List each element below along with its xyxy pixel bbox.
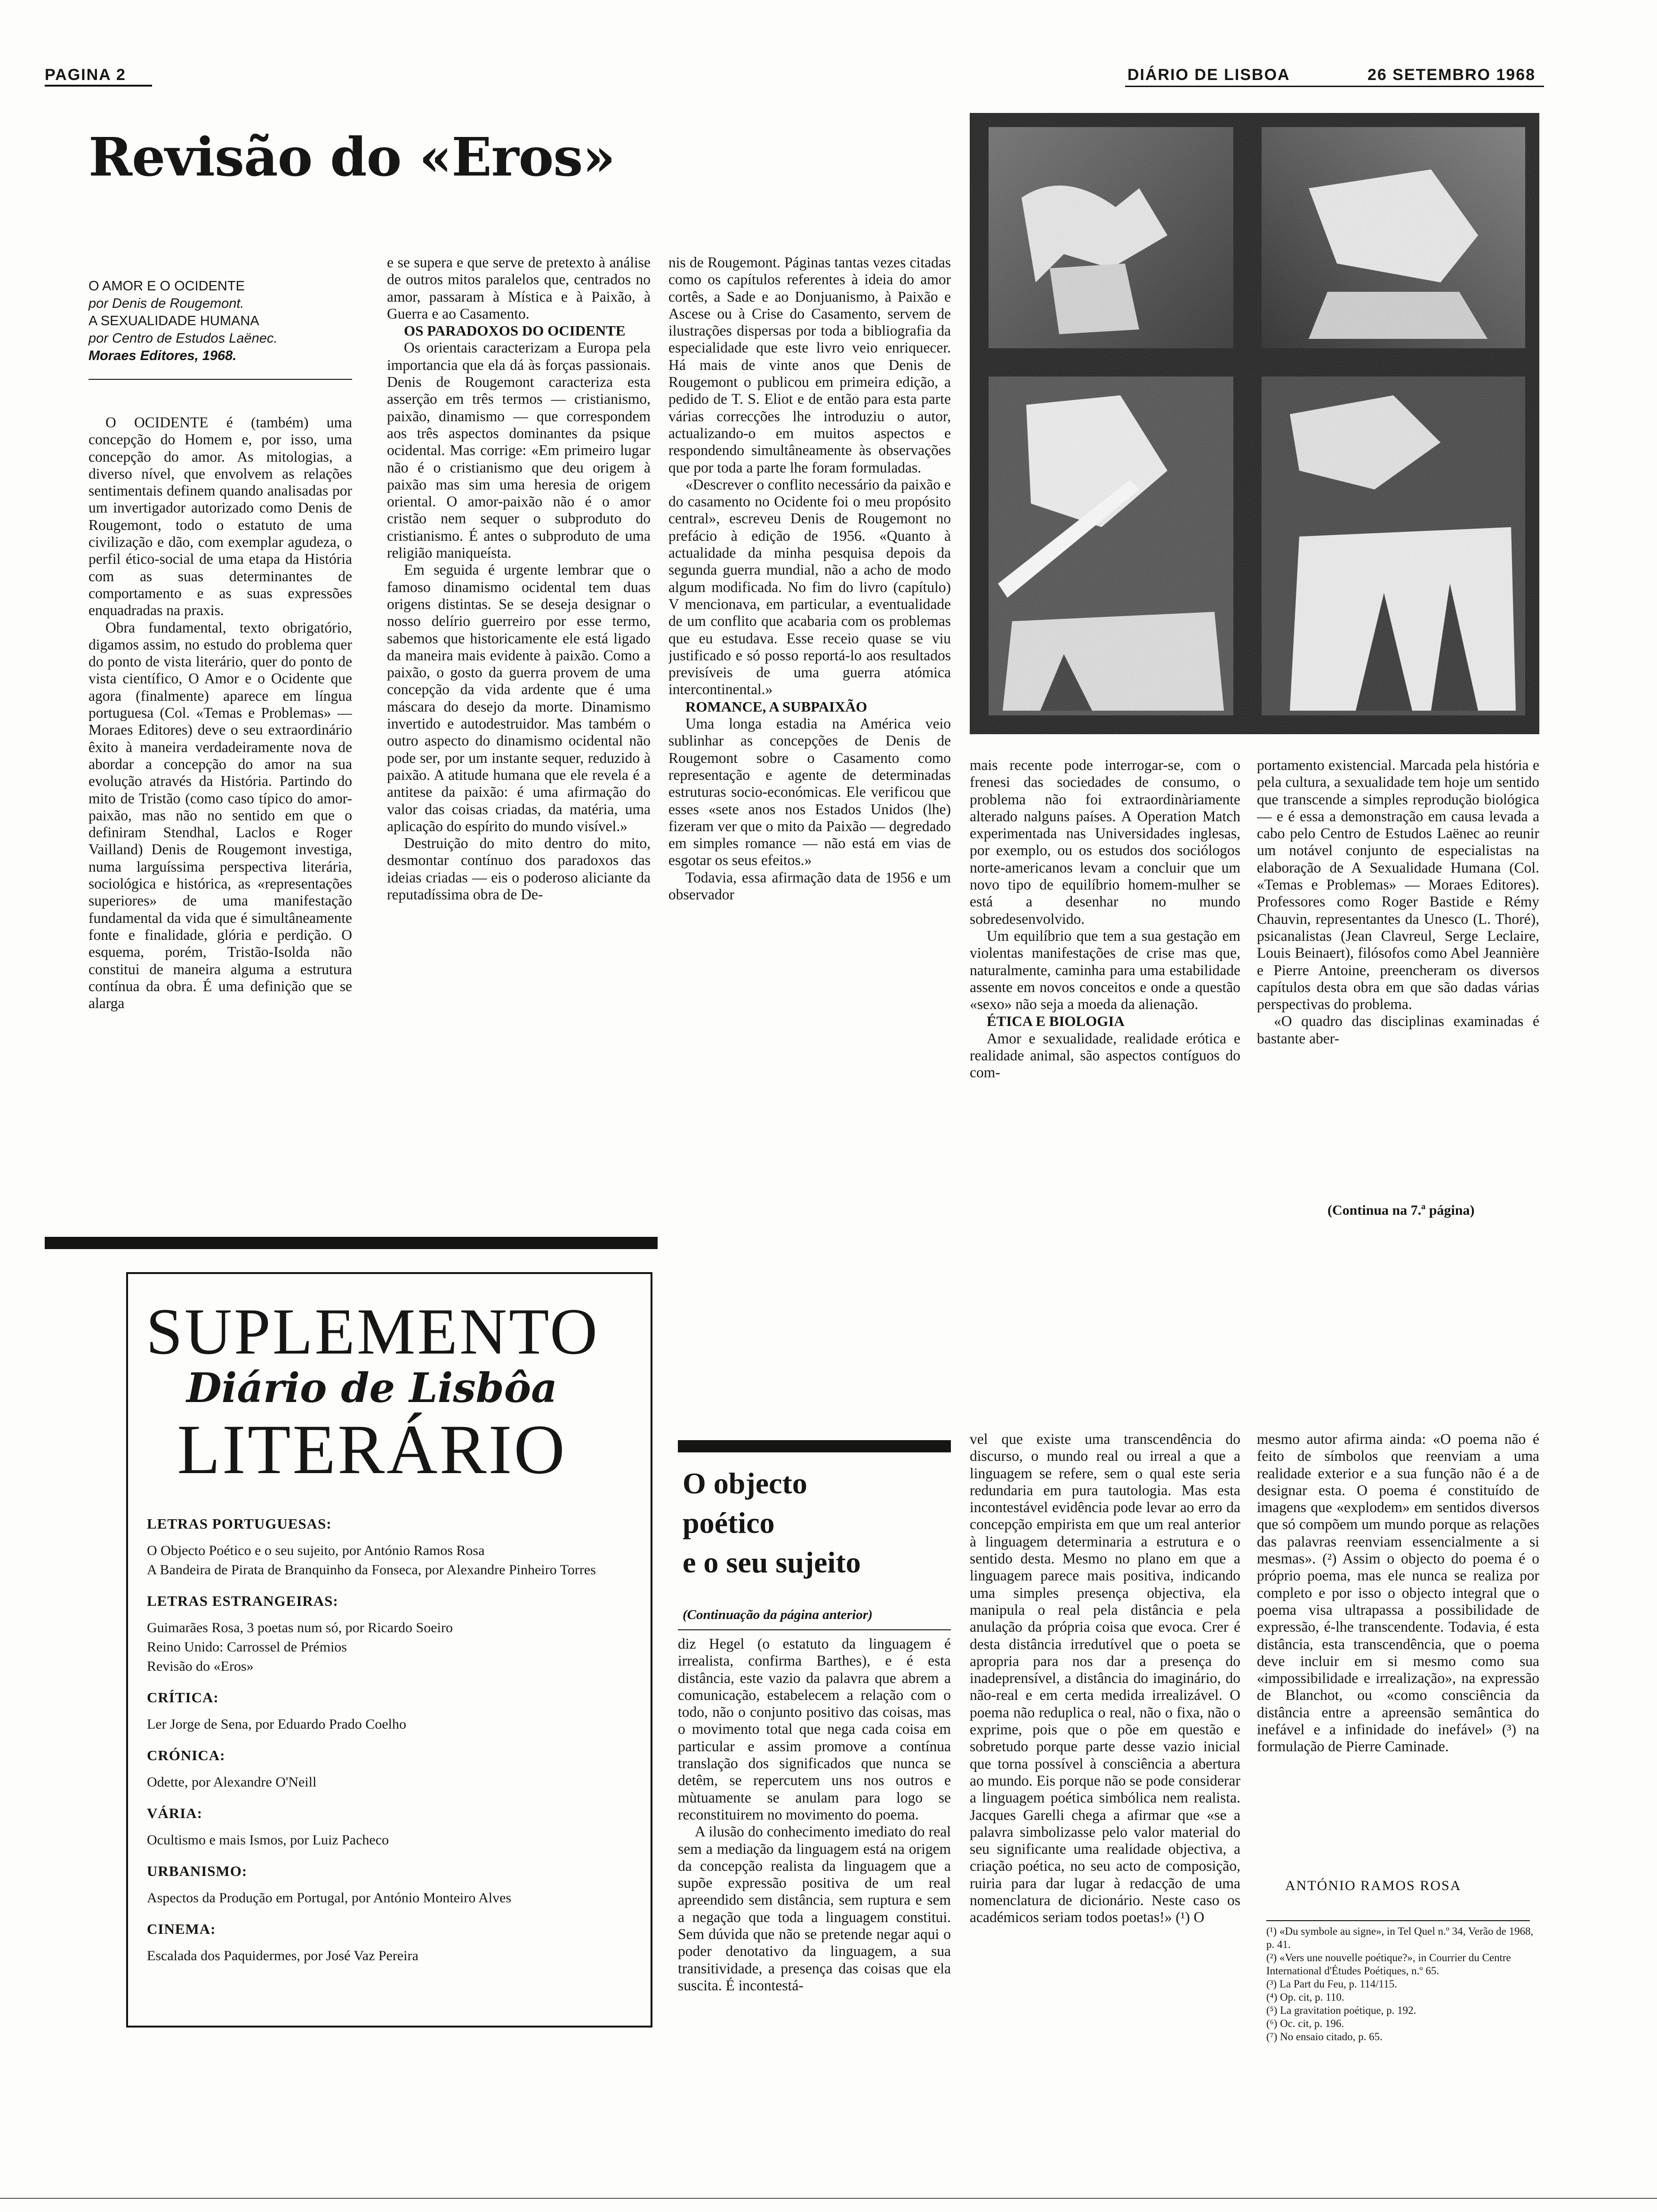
supplement-title-3: LITERÁRIO — [177, 1411, 567, 1489]
supplement-contents — [147, 1515, 627, 1979]
footnote: (⁷) No ensaio citado, p. 65. — [1266, 2031, 1383, 2043]
paper-name: DIÁRIO DE LISBOA — [1127, 66, 1290, 84]
publisher: Moraes Editores, 1968. — [88, 348, 237, 363]
subheading: ROMANCE, A SUBPAIXÃO — [685, 698, 868, 715]
toc-item: Aspectos da Produção em Portugal, por António Monteiro Alves — [147, 1890, 512, 1906]
footnote: (⁴) Op. cit, p. 110. — [1266, 1991, 1344, 2003]
paragraph: mesmo autor afirma ainda: «O poema não é feito de símbolos que reenviam a uma realidade exterior e a sua função não é a de designar esta. O poema é constituído de imagens que «explodem» em sentidos diversos que só compõem um mundo porque as relações das palavras reenviam essencialmente a si mesmas». (²) Assim o objecto do poema é o próprio poema, mas ele nunca se realiza por completo e por isso o objecto integral que o poema visa ultrapassa a possibilidade de expressão, é-lhe transcendente. Todavia, é esta distância, esta transcendência, que o poema deve incluir em si mesmo como sua «impossibilidade e irrealização», na expressão de Blanchot, ou «como consciência da distância entre a apreensão semântica do inefável e a infinidade do inefável» (³) na formulação de Pierre Caminade. — [1257, 1431, 1539, 1755]
abstract-photo-icon — [970, 113, 1539, 734]
toc-item: Ler Jorge de Sena, por Eduardo Prado Coelho — [147, 1716, 406, 1732]
paragraph: Em seguida é urgente lembrar que o famoso dinamismo ocidental tem duas origens distintas. Se se deseja designar o nosso delírio guerreiro por esse termo, sabemos que historicamente ele está ligado da maneira mais evidente à paixão. Como a paixão, o gosto da guerra provem de uma concepção da vida ardente que é uma máscara do desejo da morte. Dinamismo invertido e autodestruidor. Mas também o outro aspecto do dinamismo ocidental não pode ser, por um instante sequer, reduzido à paixão. A atitude humana que ele revela é a antitese da paixão: é uma afirmação do valor das coisas criadas, da matéria, uma aplicação do espírito do mundo visível.» — [387, 561, 651, 834]
paragraph: A ilusão do conhecimento imediato do real sem a mediação da linguagem está na origem da concepção realista da linguagem que a supõe expressão positiva de um real apreendido sem distância, sem ruptura e sem a negação que toda a linguagem constitui. Sem dúvida que não se pretende negar aqui o poder denotativo da linguagem, a sua transitividade, a presença das coisas que ela suscita. É incontestá- — [678, 1823, 951, 1994]
toc-section — [147, 1689, 627, 1733]
page-label: PAGINA 2 — [45, 66, 126, 84]
paragraph: vel que existe uma transcendência do discurso, o mundo real ou irreal a que a linguagem se refere, sem o qual este seria redundaria em pura tautologia. Mas esta incontestável evidência pode levar ao erro da concepção empirista em que um real anterior à linguagem determinaria a estrutura e o sentido desta. Mesmo no plano em que a linguagem parece mais positiva, indicando uma simples presença objectiva, ela manipula o real pela distância e pela anulação da própria coisa que evoca. Crer é desta distância irredutível que o poeta se apropria para nos dar a presença do inadeprensível, a distância do imaginário, do não-real e em certa medida irrealizável. O poema não reduplica o real, não o fixa, não o exprime, pois que o põe em questão e sobretudo porque parte desse vazio inicial que torna possível à consciência a abertura ao mundo. Eis porque não se pode considerar a linguagem poética simbólica nem realista. Jacques Garelli chega a afirmar que «se a palavra simbolizasse pelo valor material do seu significante uma realidade objectiva, a criação poética, no seu acto de composição, ruiria para dar lugar à redacção de uma nomenclatura de dicionário. Neste caso os académicos seriam todos poetas!» (¹) O — [970, 1431, 1240, 1926]
paragraph: diz Hegel (o estatuto da linguagem é irrealista, confirma Barthes), e é esta distância, este vazio da palavra que abrem a comunicação, estabelecem a relação com o todo, não o conjunto positivo das coisas, mas o movimento total que nega cada coisa em particular e assim promove a contínua translação dos significados que nunca se detêm, se repercutem uns nos outros e mùtuamente se anulam para logo se reconstituirem no movimento do poema. — [678, 1635, 951, 1823]
toc-section — [147, 1805, 627, 1849]
objecto-column-3 — [1257, 1431, 1539, 1854]
toc-heading: CRÍTICA: — [147, 1689, 219, 1706]
toc-section — [147, 1515, 627, 1579]
objecto-continuation: (Continuação da página anterior) — [683, 1607, 873, 1622]
toc-heading: CINEMA: — [147, 1921, 216, 1937]
toc-heading: URBANISMO: — [147, 1863, 248, 1879]
objecto-title-line3: e o seu sujeito — [683, 1546, 861, 1579]
toc-section — [147, 1747, 627, 1791]
toc-heading: VÁRIA: — [147, 1805, 202, 1821]
toc-heading: LETRAS ESTRANGEIRAS: — [147, 1593, 338, 1609]
toc-heading: LETRAS PORTUGUESAS: — [147, 1515, 332, 1532]
eros-title: Revisão do «Eros» — [88, 127, 615, 188]
footnote: (³) La Part du Feu, p. 114/115. — [1266, 1978, 1397, 1990]
footnote: (²) «Vers une nouvelle poétique?», in Courrier du Centre International d'Études Poétiques, n.º 65. — [1266, 1952, 1511, 1977]
footnote-rule — [1266, 1920, 1530, 1921]
issue-date: 26 SETEMBRO 1968 — [1367, 66, 1536, 84]
paragraph: Obra fundamental, texto obrigatório, digamos assim, no estudo do problema quer do ponto de vista literário, quer do ponto de vista científico, O Amor e o Ocidente que agora (finalmente) aparece em língua portuguesa (Col. «Temas e Problemas» — Moraes Editores) deve o seu extraordinário êxito à maneira verdadeiramente nova de abordar a concepção do amor na sua evolução através da História. Partindo do mito de Tristão (como caso típico do amor-paixão, mas não no sentido em que o definiram Stendhal, Laclos e Roger Vailland) Denis de Rougemont investiga, numa larguíssima perspectiva literária, sociológica e histórica, as «representações superiores» de uma manifestação fundamental da vida que é simultâneamente fonte e finalidade, glória e perdição. O esquema, porém, Tristão-Isolda não constitui de maneira alguma a estrutura contínua da obra. É uma definição que se alarga — [88, 619, 352, 1012]
objecto-sub-rule — [678, 1629, 951, 1630]
objecto-title — [683, 1464, 951, 1582]
eros-column-4 — [970, 757, 1240, 1224]
eros-column-2 — [387, 254, 651, 1224]
toc-item: A Bandeira de Pirata de Branquinho da Fonseca, por Alexandre Pinheiro Torres — [147, 1562, 596, 1578]
paragraph: Destruição do mito dentro do mito, desmontar contínuo dos paradoxos das ideias criadas — eis o poderoso aliciante da reputadíssima obra de De- — [387, 835, 651, 903]
continued-note: (Continua na 7.ª página) — [1327, 1202, 1475, 1218]
book2-author: por Centro de Estudos Laënec. — [88, 331, 278, 346]
eros-column-1 — [88, 414, 352, 1224]
toc-item: Odette, por Alexandre O'Neill — [147, 1774, 317, 1790]
page-label-underline — [45, 85, 152, 87]
paragraph: Amor e sexualidade, realidade erótica e realidade animal, são aspectos contíguos do com- — [970, 1030, 1240, 1081]
paragraph: Os orientais caracterizam a Europa pela importancia que ela dá às forças passionais. Denis de Rougemont caracteriza esta asserção em três termos — cristianismo, paixão, dinamismo — que correspondem aos três aspectos dominantes da psique ocidental. Mas corrige: «Em primeiro lugar não é o cristianismo que deu origem à paixão mas sim uma heresia de origem oriental. O amor-paixão não é o amor cristão nem sequer o subproduto do cristianismo. É antes o subproduto de uma religião maniqueísta. — [387, 339, 651, 561]
book1-author: por Denis de Rougemont. — [88, 296, 244, 311]
book-references — [88, 278, 352, 365]
footnotes — [1266, 1925, 1539, 2044]
subheading: OS PARADOXOS DO OCIDENTE — [404, 322, 626, 339]
objecto-title-line2: poético — [683, 1506, 775, 1539]
bib-rule — [88, 379, 352, 380]
toc-section — [147, 1863, 627, 1907]
book2-title: A SEXUALIDADE HUMANA — [88, 313, 259, 329]
toc-item: Guimarães Rosa, 3 poetas num só, por Ricardo Soeiro — [147, 1620, 453, 1635]
paragraph: Todavia, essa afirmação data de 1956 e um observador — [668, 869, 951, 903]
abstract-photo — [970, 113, 1539, 734]
paragraph: «Descrever o conflito necessário da paixão e do casamento no Ocidente foi o meu propósito central», escreveu Denis de Rougemont no prefácio à edição de 1956. «Quanto à actualidade da minha pesquisa depois da segunda guerra mundial, não a acho de modo algum modificada. No fim do livro (capítulo) V mencionava, em particular, a eventualidade de um conflito que acabaria com os problemas que eu estudava. Esse receio quase se viu justificado e só posso reportá-lo aos resultados previsíveis de uma guerra atómica intercontinental.» — [668, 476, 951, 698]
eros-column-5 — [1257, 757, 1539, 1180]
objecto-top-rule — [678, 1440, 951, 1452]
footnote: (⁶) Oc. cit, p. 196. — [1266, 2018, 1344, 2029]
paragraph: portamento existencial. Marcada pela história e pela cultura, a sexualidade tem hoje um sentido que transcende a simples reprodução biológica — e é essa a demonstração em causa levada a cabo pelo Centro de Estudos Laënec ao reunir um notável conjunto de especialistas na elaboração de A Sexualidade Humana (Col. «Temas e Problemas» — Moraes Editores). Professores como Roger Bastide e Rémy Chauvin, representantes da Unesco (L. Thoré), psicanalistas (Jean Clavreul, Serge Leclaire, Louis Beinaert), filósofos como Abel Jeannière e Pierre Antoine, preencheram os diversos capítulos desta obra em que são dadas várias perspectivas do problema. — [1257, 757, 1539, 1013]
paragraph: Uma longa estadia na América veio sublinhar as concepções de Denis de Rougemont sobre o Casamento como representação e agente de determinadas estruturas socio-económicas. Ele verificou que esses «sete anos nos Estados Unidos (lhe) fizeram ver que o mito da Paixão — degredado em simples romance — não está em vias de esgotar os seus efeitos.» — [668, 715, 951, 869]
supplement-title-2: Diário de Lisbôa — [186, 1364, 557, 1412]
objecto-column-1 — [678, 1635, 951, 2036]
toc-item: Escalada dos Paquidermes, por José Vaz Pereira — [147, 1948, 418, 1964]
toc-item: O Objecto Poético e o seu sujeito, por António Ramos Rosa — [147, 1543, 485, 1558]
paragraph: «O quadro das disciplinas examinadas é bastante aber- — [1257, 1013, 1539, 1047]
toc-item: Revisão do «Eros» — [147, 1659, 254, 1674]
paragraph: e se supera e que serve de pretexto à análise de outros mitos paralelos que, centrados no amor, passaram à Mística e à Paixão, à Guerra e ao Casamento. — [387, 254, 651, 322]
toc-section — [147, 1593, 627, 1675]
eros-column-3 — [668, 254, 951, 1224]
section-divider — [45, 1237, 658, 1249]
book1-title: O AMOR E O OCIDENTE — [88, 279, 245, 294]
toc-section — [147, 1921, 627, 1964]
objecto-column-2 — [970, 1431, 1240, 2038]
subheading: ÉTICA E BIOLOGIA — [987, 1013, 1125, 1030]
paragraph: Um equilíbrio que tem a sua gestação em violentas manifestações de crise mas que, naturalmente, caminha para uma estabilidade assente em novos conceitos e onde a questão «sexo» não seja a moeda da alienação. — [970, 927, 1240, 1013]
paragraph: O OCIDENTE é (também) uma concepção do Homem e, por isso, uma concepção do amor. As mitologias, a diverso nível, que envolvem as relações sentimentais definem quando analisadas por um invertigador autorizado como Denis de Rougemont, todo o estatuto de uma civilização e dão, com exemplar agudeza, o perfil ético-social de uma etapa da História com as suas determinantes de comportamento e as suas expressões enquadradas na praxis. — [88, 414, 352, 619]
toc-item: Ocultismo e mais Ismos, por Luiz Pacheco — [147, 1832, 389, 1848]
toc-heading: CRÓNICA: — [147, 1747, 225, 1763]
objecto-title-line1: O objecto — [683, 1467, 807, 1500]
paragraph: nis de Rougemont. Páginas tantas vezes citadas como os capítulos referentes à ideia do amor cortês, a Sade e ao Donjuanismo, à Paixão e Ascese ou à Crise do Casamento, servem de ilustrações dispersas por toda a bibliografia da especialidade que este livro veio enriquecer. Há mais de vinte anos que Denis de Rougemont o publicou em primeira edição, a pedido de T. S. Eliot e de então para esta parte várias correcções lhe introduziu o autor, actualizando-o em muitos aspectos e respondendo simultâneamente às observações que por toda a parte lhe foram formuladas. — [668, 254, 951, 476]
footnote: (¹) «Du symbole au signe», in Tel Quel n.º 34, Verão de 1968, p. 41. — [1266, 1925, 1534, 1950]
toc-item: Reino Unido: Carrossel de Prémios — [147, 1639, 347, 1655]
supplement-title-1: SUPLEMENTO — [146, 1295, 600, 1368]
page-bottom-rule — [0, 2198, 1657, 2199]
paragraph: mais recente pode interrogar-se, com o frenesi das sociedades de consumo, o problema não foi extraordinàriamente alterado nalguns países. A Operation Match experimentada nas Universidades inglesas, por exemplo, ou os estudos dos sociólogos norte-americanos levam a concluir que um novo tipo de equilíbrio homem-mulher se está a desenhar no mundo sobredesenvolvido. — [970, 757, 1240, 927]
author-signature: ANTÓNIO RAMOS ROSA — [1285, 1878, 1462, 1893]
footnote: (⁵) La gravitation poétique, p. 192. — [1266, 2004, 1416, 2016]
header-rule — [1125, 86, 1544, 87]
